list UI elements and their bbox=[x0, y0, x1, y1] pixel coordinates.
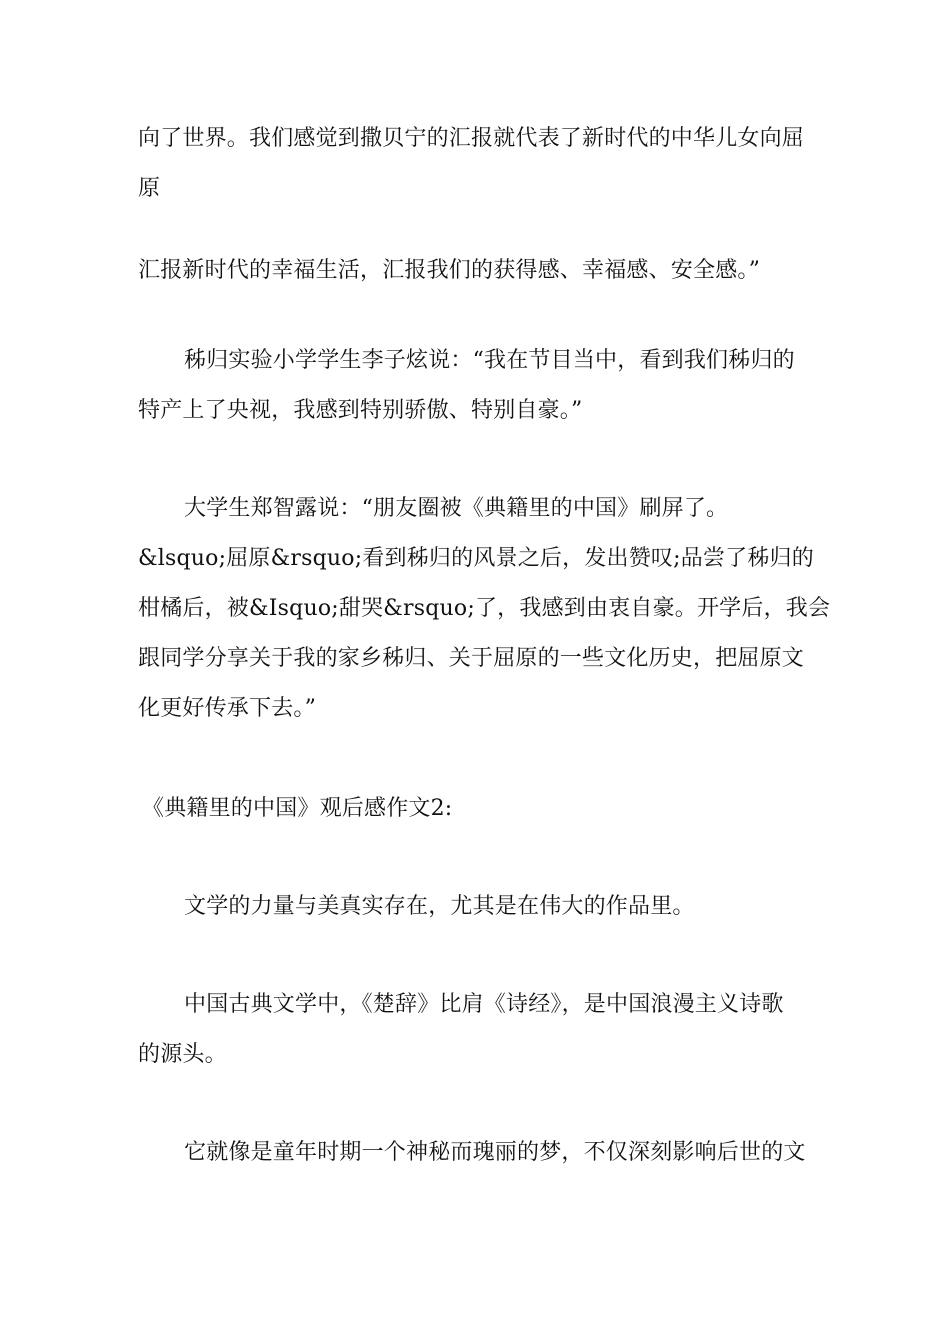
body-text-line: 它就像是童年时期一个神秘而瑰丽的梦，不仅深刻影响后世的文 bbox=[184, 1140, 806, 1165]
body-text-line: 柑橘后，被&Isquo;甜哭&rsquo;了，我感到由衷自豪。开学后，我会 bbox=[138, 596, 831, 621]
body-text-line: 汇报新时代的幸福生活，汇报我们的获得感、幸福感、安全感。” bbox=[138, 258, 761, 283]
body-text-line: 跟同学分享关于我的家乡秭归、关于屈原的一些文化历史，把屈原文 bbox=[138, 646, 805, 671]
body-text-line: 秭归实验小学学生李子炫说：“我在节目当中，看到我们秭归的 bbox=[184, 348, 795, 373]
body-text-line: 大学生郑智露说：“朋友圈被《典籍里的中国》刷屏了。 bbox=[184, 496, 729, 521]
body-text-line: 文学的力量与美真实存在，尤其是在伟大的作品里。 bbox=[184, 894, 695, 919]
body-text-line: &lsquo;屈原&rsquo;看到秭归的风景之后，发出赞叹;品尝了秭归的 bbox=[138, 546, 814, 571]
body-text-line: 中国古典文学中，《楚辞》比肩《诗经》，是中国浪漫主义诗歌 bbox=[184, 992, 784, 1017]
body-text-line: 化更好传承下去。” bbox=[138, 696, 317, 721]
body-text-line: 向了世界。我们感觉到撒贝宁的汇报就代表了新时代的中华儿女向屈 bbox=[138, 126, 805, 151]
body-text-line: 特产上了央视，我感到特别骄傲、特别自豪。” bbox=[138, 398, 583, 423]
section-heading: 《典籍里的中国》观后感作文2: bbox=[142, 796, 453, 821]
body-text-line: 的源头。 bbox=[138, 1042, 227, 1067]
body-text-line: 原 bbox=[138, 176, 161, 201]
